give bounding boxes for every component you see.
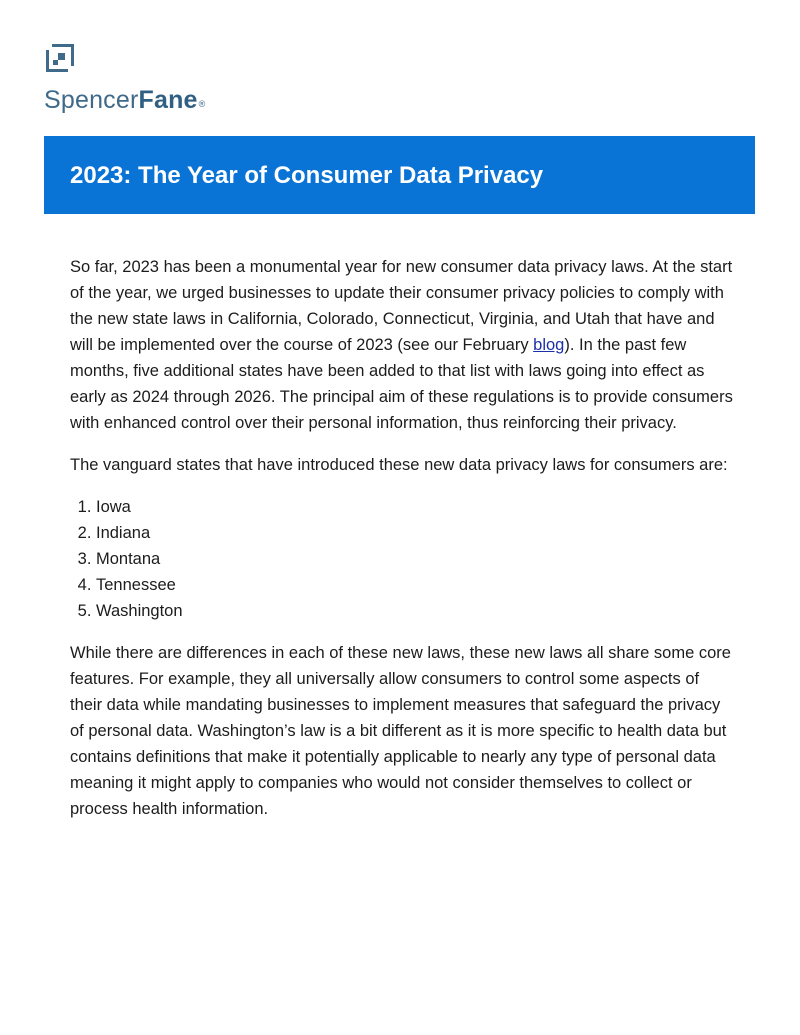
intro-text-after-link: ). In the past few months, five additional states have been added to that list with laws going into effect as early as 2024 through 2026. The principal aim of these regulations is to provide consumers with enhanced control over their personal information, thus reinforcing their privacy.: [70, 336, 733, 432]
brand-name-light: Spencer: [44, 86, 139, 114]
list-item: 1. Iowa: [96, 494, 734, 520]
states-list: [70, 494, 734, 624]
states-intro-paragraph: The vanguard states that have introduced these new data privacy laws for consumers are:: [70, 456, 728, 474]
intro-text-before-link: So far, 2023 has been a monumental year for new consumer data privacy laws. At the start of the year, we urged businesses to update their consumer privacy policies to comply with the new state laws in California, Colorado, Connecticut, Virginia, and Utah that have and will be implemented over the course of 2023 (see our February: [70, 258, 733, 354]
intro-paragraph: [70, 254, 734, 436]
brand-name-bold: Fane: [138, 86, 198, 114]
stepped-square-logo-icon: [46, 44, 74, 72]
brand-logo: [44, 84, 206, 116]
list-item: 2. Indiana: [96, 520, 734, 546]
core-features-paragraph: While there are differences in each of these new laws, these new laws all share some core features. For example, they all universally allow consumers to control some aspects of their data while mandating businesses to implement measures that safeguard the privacy of personal data. Washington’s law is a bit different as it is more specific to health data but contains definitions that make it potentially applicable to nearly any type of personal data meaning it might apply to companies who would not consider themselves to collect or process health information.: [70, 644, 731, 818]
blog-link[interactable]: blog: [533, 336, 565, 354]
list-item: 4. Tennessee: [96, 572, 734, 598]
list-item: 5. Washington: [96, 598, 734, 624]
registered-mark: ®: [198, 99, 206, 109]
title-banner: [44, 136, 755, 214]
page-title: 2023: The Year of Consumer Data Privacy: [70, 162, 544, 189]
list-item: 3. Montana: [96, 546, 734, 572]
article-body: [70, 254, 734, 838]
